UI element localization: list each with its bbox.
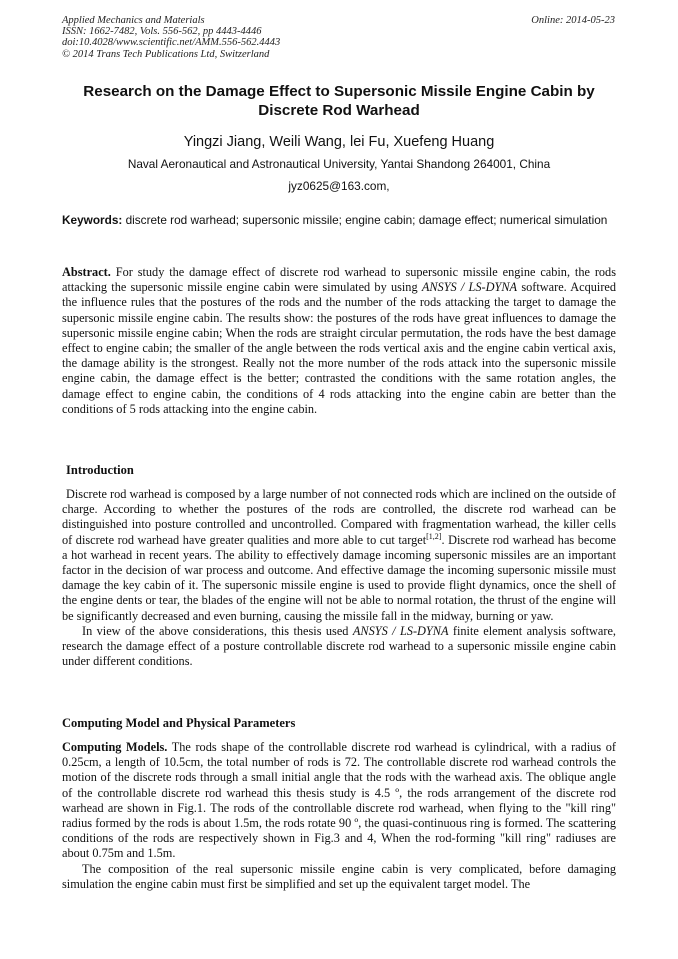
author-list: Yingzi Jiang, Weili Wang, lei Fu, Xuefeng Huang — [183, 134, 495, 150]
paper-title: Research on the Damage Effect to Supersonic Missile Engine Cabin by Discrete Rod Warhead — [83, 83, 595, 119]
keywords-block — [62, 213, 616, 228]
intro-paragraph-2 — [62, 624, 616, 670]
journal-name: Applied Mechanics and Materials — [62, 15, 205, 26]
copyright-line: © 2014 Trans Tech Publications Ltd, Switzerland — [62, 48, 270, 60]
intro-p2-text-b: finite element analysis software, research the damage effect of a posture controllable discrete rod warhead to a supersonic missile engine cabin under different conditions. — [62, 623, 617, 669]
computing-p2-text: The composition of the real supersonic missile engine cabin is very complicated, before damaging simulation the engine cabin must first be simplified and set up the equivalent target model. The — [62, 861, 616, 891]
introduction-heading: Introduction — [66, 463, 134, 477]
keywords-text: discrete rod warhead; supersonic missile; engine cabin; damage effect; numerical simulation — [125, 213, 608, 227]
intro-p1-text-a: Discrete rod warhead is composed by a large number of not connected rods which are inclined on the outside of charge. According to whether the postures of the rods are controlled, the discrete rod warhead can be distinguished into posture controlled and uncontrolled. Compared with fragmentation warhead, the killer cells of discrete rod warhead have greater qualities and more able to cut target — [62, 487, 616, 547]
computing-p1-text: The rods shape of the controllable discrete rod warhead is cylindrical, with a radius of 0.25cm, a length of 10.5cm, the total number of rods is 72. The controllable discrete rod warhead controls the motion of the discrete rods through a small initial angle that the rods with the warhead axis. The oblique angle of the controllable discrete rod warhead this thesis study is 4.5 º, the rods arrangement of the discrete rod warhead are shown in Fig.1. The rods of the controllable discrete rod warhead, when flying to the "kill ring" radius formed by the rods is about 1.5m, the rods rotate 90 º, the quasi-continuous ring is formed. The scattering conditions of the rods are respectively shown in Fig.3 and 4, When the rod-forming "kill ring" radiuses are about 0.75m and 1.5m. — [62, 740, 616, 861]
intro-paragraph-1 — [62, 487, 616, 624]
abstract-text-1: For study the damage effect of discrete rod warhead to supersonic missile engine cabin, the rods attacking the supersonic missile engine cabin were simulated by using — [62, 265, 616, 295]
affiliation: Naval Aeronautical and Astronautical University, Yantai Shandong 264001, China — [127, 157, 551, 171]
keywords-label: Keywords: — [62, 213, 123, 227]
intro-p2-software: ANSYS / LS-DYNA — [352, 623, 449, 638]
online-date: Online: 2014-05-23 — [531, 15, 615, 26]
journal-header — [62, 15, 622, 60]
abstract-software: ANSYS / LS-DYNA — [421, 280, 518, 295]
citation-ref: [1,2] — [426, 531, 442, 541]
computing-heading: Computing Model and Physical Parameters — [62, 716, 296, 730]
abstract-label: Abstract. — [62, 265, 111, 279]
computing-paragraph-2 — [62, 862, 616, 892]
author-email: jyz0625@163.com, — [288, 179, 390, 193]
computing-body — [62, 740, 616, 892]
abstract-block — [62, 265, 616, 417]
doi-line: doi:10.4028/www.scientific.net/AMM.556-562.4443 — [62, 37, 281, 49]
issn-line: ISSN: 1662-7482, Vols. 556-562, pp 4443-4446 — [62, 26, 262, 38]
computing-models-label: Computing Models. — [62, 740, 168, 754]
intro-p2-text-a: In view of the above considerations, this thesis used — [82, 623, 349, 638]
introduction-body — [62, 487, 616, 669]
computing-paragraph-1 — [62, 740, 616, 862]
intro-p1-text-b: . Discrete rod warhead has become a hot warhead in recent years. The ability to effectively damage incoming supersonic missiles are an important factor in the decision of war process and outcome. And effective damage the incoming supersonic missile must damage the key cabin of it. The supersonic missile engine is used to provide flight dynamics, once the shell of the engine dents or tear, the blades of the engine will not be able to normal rotation, the thrust of the engine will be significantly decreased and even burning, causing the missile fall in the midway, burning or yaw. — [62, 532, 616, 623]
abstract-text-2: software. Acquired the influence rules that the postures of the rods and the number of the rods attacking the target to damage the supersonic missile engine cabin. The results show: the postures of the rods have great influences to damage the supersonic missile engine cabin; When the rods are straight circular permutation, the rods have the best damage effect to engine cabin; the smaller of the angle between the rods vertical axis and the engine cabin vertical axis, the damage ability is the strongest. Really not the more number of the rods attack into the supersonic missile engine cabin, the damage effect is the better; contrasted the conditions with the same rotation angles, the damage effect to engine cabin, the conditions of 4 rods attacking into the engine cabin are better than the conditions of 5 rods attacking into the engine cabin. — [62, 280, 617, 416]
